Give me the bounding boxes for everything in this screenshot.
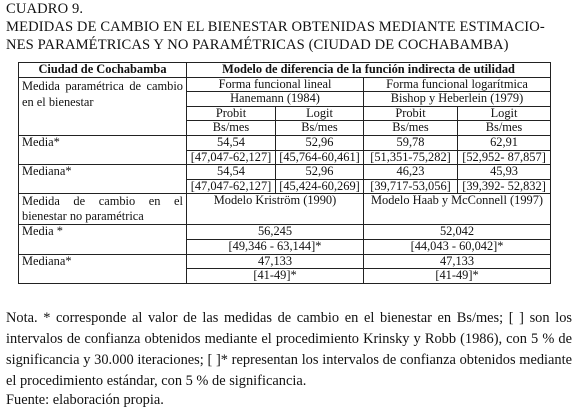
form-linear: Forma funcional lineal — [187, 77, 364, 92]
author-linear: Hanemann (1984) — [187, 92, 364, 107]
nonparam-label: Medida de cambio en el bienestar no paramétrica — [19, 194, 187, 225]
unit-cell: Bs/mes — [458, 121, 551, 136]
table-row — [19, 225, 551, 240]
unit-cell: Bs/mes — [187, 121, 276, 136]
media-ci: [52,952- 87,857] — [458, 150, 551, 165]
mediana-value: 54,54 — [187, 165, 276, 180]
unit-cell: Bs/mes — [276, 121, 364, 136]
city-header: Ciudad de Cochabamba — [19, 63, 187, 78]
np-media-value: 52,042 — [364, 225, 551, 240]
media-ci: [45,764-60,461] — [276, 150, 364, 165]
mediana-ci: [39,717-53,056] — [364, 179, 458, 194]
media-ci: [47,047-62,127] — [187, 150, 276, 165]
media-value: 54,54 — [187, 135, 276, 150]
np-mediana-label: Mediana* — [19, 254, 187, 283]
mediana-ci: [47,047-62,127] — [187, 179, 276, 194]
np-media-value: 56,245 — [187, 225, 364, 240]
np-mediana-ci: [41-49]* — [187, 269, 364, 284]
table-title-line-1: MEDIDAS DE CAMBIO EN EL BIENESTAR OBTENIDAS MEDIANTE ESTIMACIO- — [6, 19, 545, 35]
table-row — [19, 77, 551, 92]
mediana-value: 46,23 — [364, 165, 458, 180]
table-source: Fuente: elaboración propia. — [6, 392, 164, 408]
model-haab: Modelo Haab y McConnell (1997) — [364, 194, 551, 225]
np-media-label: Media * — [19, 225, 187, 254]
mediana-value: 52,96 — [276, 165, 364, 180]
table-row — [19, 135, 551, 150]
form-log: Forma funcional logarítmica — [364, 77, 551, 92]
media-ci: [51,351-75,282] — [364, 150, 458, 165]
np-media-ci: [49,346 - 63,144]* — [187, 239, 364, 254]
logit-log: Logit — [458, 106, 551, 121]
probit-linear: Probit — [187, 106, 276, 121]
table-label: CUADRO 9. — [6, 1, 84, 17]
param-label: Medida paramétrica de cambio en el bienestar — [19, 77, 187, 135]
media-value: 59,78 — [364, 135, 458, 150]
table-note: Nota. * corresponde al valor de las medidas de cambio en el bienestar en Bs/mes; [ ] son los intervalos de confianza obtenidos mediante el procedimiento Krinsky y Robb (1986), con 5 % de significancia y 30.000 iteraciones; [ ]* representan los intervalos de confianza obtenidos mediante el procedimiento estándar, con 5 % de significancia. — [6, 310, 572, 389]
np-mediana-ci: [41-49]* — [364, 269, 551, 284]
mediana-ci: [45,424-60,269] — [276, 179, 364, 194]
media-value: 52,96 — [276, 135, 364, 150]
np-mediana-value: 47,133 — [187, 254, 364, 269]
table-row — [19, 165, 551, 180]
np-media-ci: [44,043 - 60,042]* — [364, 239, 551, 254]
mediana-value: 45,93 — [458, 165, 551, 180]
np-mediana-value: 47,133 — [364, 254, 551, 269]
model-header: Modelo de diferencia de la función indirecta de utilidad — [187, 63, 551, 78]
media-label: Media* — [19, 135, 187, 164]
table-row — [19, 254, 551, 269]
author-log: Bishop y Heberlein (1979) — [364, 92, 551, 107]
table-title-line-2: NES PARAMÉTRICAS Y NO PARAMÉTRICAS (CIUDAD DE COCHABAMBA) — [6, 37, 509, 53]
media-value: 62,91 — [458, 135, 551, 150]
unit-cell: Bs/mes — [364, 121, 458, 136]
model-kristrom: Modelo Kriström (1990) — [187, 194, 364, 225]
welfare-table — [18, 62, 551, 284]
table-row — [19, 63, 551, 78]
mediana-ci: [39,392- 52,832] — [458, 179, 551, 194]
logit-linear: Logit — [276, 106, 364, 121]
table-row — [19, 194, 551, 225]
probit-log: Probit — [364, 106, 458, 121]
mediana-label: Mediana* — [19, 165, 187, 194]
